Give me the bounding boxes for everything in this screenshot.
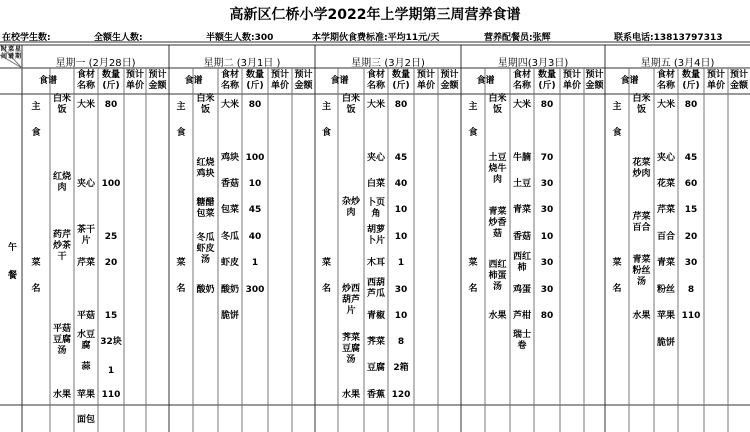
wed-fruit: 水果 <box>341 390 360 400</box>
tue-dish-1-qty-2: 10 <box>248 179 262 189</box>
wed-dish-2: 炒西葫芦片 <box>341 284 360 316</box>
wed-col-ingredient: 食材名称 <box>366 70 385 91</box>
mon-extra-ing: 面包 <box>76 415 95 425</box>
wed-label-staple-2: 食 <box>321 128 331 138</box>
page-title: 高新区仁桥小学2022年上学期第三周营养食谱 <box>229 7 521 23</box>
wed-dish-1-qty-5: 1 <box>397 258 405 268</box>
fri-label-staple-1: 主 <box>612 102 622 112</box>
tue-label-staple-2: 食 <box>176 128 186 138</box>
thu-col-amount: 预计金额 <box>585 70 604 91</box>
thu-label-dish-2: 名 <box>468 284 478 294</box>
wed-dish-1-qty-3: 10 <box>394 205 408 215</box>
day-header-mon: 星期一 (2月28日) <box>55 58 136 69</box>
thu-dish-1: 土豆烧牛肉 <box>488 153 507 185</box>
thu-dish-2-qty-1: 30 <box>540 205 554 215</box>
tue-col-ingredient: 食材名称 <box>220 70 239 91</box>
fri-dish-3-qty-2: 8 <box>687 285 695 295</box>
fri-fruit-qty: 110 <box>681 311 701 321</box>
tue-col-price: 预计单价 <box>270 70 289 91</box>
tue-dish-3-ing-2: 虾皮 <box>220 258 239 268</box>
fri-col-amount: 预计金额 <box>729 70 748 91</box>
wed-staple: 白米饭 <box>341 94 360 115</box>
thu-fruit: 水果 <box>488 311 507 321</box>
wed-col-amount: 预计金额 <box>440 70 459 91</box>
thu-col-menu: 食谱 <box>476 76 495 86</box>
mon-fruit-qty: 110 <box>101 390 121 400</box>
fri-staple: 白米饭 <box>632 94 651 115</box>
day-header-fri: 星期五 (3月4日) <box>640 58 715 69</box>
thu-dish-3-ing-2: 鸡蛋 <box>512 285 531 295</box>
thu-dish-3: 西红柿蛋汤 <box>488 260 507 292</box>
fri-dish-3-qty-1: 30 <box>684 258 698 268</box>
mon-dish-2-qty-1: 25 <box>104 232 118 242</box>
wed-dish-3: 荠菜豆腐汤 <box>341 333 360 365</box>
fri-dish-1: 花菜炒肉 <box>632 158 651 179</box>
wed-dish-2-ing-2: 青椒 <box>366 311 385 321</box>
thu-dish-2-ing-2: 香菇 <box>512 232 531 242</box>
wed-staple-qty: 80 <box>394 100 408 110</box>
wed-col-price: 预计单价 <box>416 70 435 91</box>
fri-col-ingredient: 食材名称 <box>656 70 675 91</box>
fri-dish-3-ing-2: 粉丝 <box>656 285 675 295</box>
tue-dish-4-ing: 酸奶 <box>220 285 239 295</box>
tue-dish-1-qty-1: 100 <box>245 153 265 163</box>
tue-dish-3-qty-1: 40 <box>248 232 262 242</box>
wed-label-dish-1: 菜 <box>321 258 331 268</box>
mon-dish-1-qty: 100 <box>101 179 121 189</box>
mon-staple: 白米饭 <box>52 94 71 115</box>
mon-col-qty: 数量(斤) <box>101 70 120 91</box>
wed-dish-3-ing-2: 豆腐 <box>366 363 385 373</box>
mon-fruit: 水果 <box>52 390 71 400</box>
fri-dish-1-qty-1: 45 <box>684 153 698 163</box>
thu-dish-2: 青菜炒香菇 <box>488 207 507 239</box>
wed-dish-3-ing-1: 荠菜 <box>366 337 385 347</box>
mon-dish-3-qty-1: 15 <box>104 311 118 321</box>
wed-dish-1-qty-1: 45 <box>394 153 408 163</box>
boarders-count: 全额生人数: <box>94 33 143 43</box>
tue-staple: 白米饭 <box>196 94 215 115</box>
mon-label-dish-1: 菜 <box>31 258 41 268</box>
day-header-tue: 星期二 (3月1日 ) <box>203 58 281 69</box>
mon-dish-3-qty-2: 32块 <box>100 337 122 347</box>
mon-dish-3-ing-2: 水豆腐 <box>76 330 95 351</box>
tue-col-menu: 食谱 <box>184 76 203 86</box>
fri-label-dish-1: 菜 <box>612 258 622 268</box>
wed-dish-2-qty-2: 10 <box>394 311 408 321</box>
tue-staple-qty: 80 <box>248 100 262 110</box>
thu-dish-1-ing-1: 牛腩 <box>512 153 531 163</box>
fri-extra-ing: 脆饼 <box>656 338 675 348</box>
wed-dish-1-ing-3: 卜页角 <box>366 198 385 219</box>
tue-dish-3: 冬瓜虾皮汤 <box>196 233 215 265</box>
thu-label-staple-1: 主 <box>468 102 478 112</box>
thu-dish-3-qty-1: 30 <box>540 258 554 268</box>
wed-dish-1-qty-4: 10 <box>394 232 408 242</box>
fri-fruit: 水果 <box>632 311 651 321</box>
contact-phone: 联系电话:13813797313 <box>614 33 723 43</box>
tue-label-staple-1: 主 <box>176 102 186 112</box>
wed-dish-1: 杂炒肉 <box>341 197 360 218</box>
fri-dish-3: 青菜粉丝汤 <box>632 255 651 287</box>
fri-col-price: 预计单价 <box>706 70 725 91</box>
students-count: 在校学生数: <box>2 33 51 43</box>
tue-col-qty: 数量(斤) <box>245 70 264 91</box>
meal-lunch-2: 餐 <box>8 271 18 281</box>
wed-label-staple-1: 主 <box>321 102 331 112</box>
wed-col-qty: 数量(斤) <box>391 70 410 91</box>
fri-staple-ing: 大米 <box>656 100 675 110</box>
fri-dish-1-ing-2: 花菜 <box>656 179 675 189</box>
mon-dish-2: 药芹炒茶干 <box>52 230 71 262</box>
wed-dish-1-ing-2: 白菜 <box>366 179 385 189</box>
tue-dish-1-ing-2: 香菇 <box>220 179 239 189</box>
thu-label-dish-1: 菜 <box>468 258 478 268</box>
fri-dish-1-ing-1: 夹心 <box>656 153 675 163</box>
day-header-thu: 星期四(3月3日) <box>497 58 569 69</box>
fri-dish-2-ing-1: 芹菜 <box>656 205 675 215</box>
fri-fruit-ing: 苹果 <box>656 311 675 321</box>
fri-dish-2-qty-1: 15 <box>684 205 698 215</box>
mon-staple-ing: 大米 <box>76 100 95 110</box>
thu-extra-ing: 瑞士卷 <box>512 330 531 351</box>
wed-dish-3-qty-2: 2箱 <box>393 363 409 373</box>
mon-dish-3-ing-3: 蒜 <box>81 362 91 372</box>
wed-staple-ing: 大米 <box>366 100 385 110</box>
fri-dish-1-qty-2: 60 <box>684 179 698 189</box>
wed-dish-2-ing-1: 西葫芦瓜 <box>366 278 385 299</box>
fri-dish-2: 芹菜百合 <box>632 212 651 233</box>
fri-label-staple-2: 食 <box>612 128 622 138</box>
tue-dish-4-qty: 300 <box>245 285 265 295</box>
tue-dish-1-ing-1: 鸡块 <box>220 153 239 163</box>
thu-dish-1-qty-1: 70 <box>540 153 554 163</box>
tue-dish-3-ing-1: 冬瓜 <box>220 232 239 242</box>
fri-col-qty: 数量(斤) <box>681 70 700 91</box>
mon-staple-qty: 80 <box>104 100 118 110</box>
tue-staple-ing: 大米 <box>220 100 239 110</box>
tue-label-dish-1: 菜 <box>176 258 186 268</box>
corner-weekday: 星期 <box>15 46 22 60</box>
tue-dish-1: 红烧鸡块 <box>196 158 215 179</box>
mon-dish-2-ing-2: 芹菜 <box>76 258 95 268</box>
thu-fruit-ing: 芦柑 <box>512 311 531 321</box>
fri-label-dish-2: 名 <box>612 284 622 294</box>
thu-staple-qty: 80 <box>540 100 554 110</box>
wed-dish-1-ing-5: 木耳 <box>366 258 385 268</box>
thu-label-staple-2: 食 <box>468 128 478 138</box>
thu-col-price: 预计单价 <box>562 70 581 91</box>
wed-fruit-qty: 120 <box>391 390 411 400</box>
wed-dish-1-ing-4: 胡萝卜片 <box>366 225 385 246</box>
mon-fruit-ing: 苹果 <box>76 390 95 400</box>
tue-dish-5-ing: 脆饼 <box>220 311 239 321</box>
tue-col-amount: 预计金额 <box>294 70 313 91</box>
tue-dish-2-ing: 包菜 <box>220 205 239 215</box>
mon-dish-1: 红烧肉 <box>52 172 71 193</box>
mon-label-staple-2: 食 <box>31 128 41 138</box>
wed-dish-3-qty-1: 8 <box>397 337 405 347</box>
mon-label-staple-1: 主 <box>31 102 41 112</box>
mon-col-amount: 预计金额 <box>148 70 167 91</box>
thu-fruit-qty: 80 <box>540 311 554 321</box>
half-count: 半额生人数:300 <box>206 33 274 43</box>
tue-label-dish-2: 名 <box>176 284 186 294</box>
wed-col-menu: 食谱 <box>330 76 349 86</box>
fri-dish-2-ing-2: 百合 <box>656 232 675 242</box>
fri-dish-3-ing-1: 青菜 <box>656 258 675 268</box>
corner-time: 时间 <box>1 46 8 60</box>
thu-dish-3-qty-2: 30 <box>540 285 554 295</box>
tue-dish-2-qty: 45 <box>248 205 262 215</box>
tue-dish-4: 酸奶 <box>196 285 215 295</box>
nutritionist: 营养配餐员:张辉 <box>484 33 551 43</box>
tue-dish-2: 糖醋包菜 <box>196 198 215 219</box>
thu-dish-1-qty-2: 30 <box>540 179 554 189</box>
mon-dish-2-qty-2: 20 <box>104 258 118 268</box>
mon-dish-3: 平菇豆腐汤 <box>52 324 71 356</box>
thu-dish-2-qty-2: 10 <box>540 232 554 242</box>
fee-standard: 本学期伙食费标准:平均11元/天 <box>312 33 440 43</box>
fri-staple-qty: 80 <box>684 100 698 110</box>
thu-col-qty: 数量(斤) <box>537 70 556 91</box>
wed-dish-1-qty-2: 40 <box>394 179 408 189</box>
corner-menu: 菜谱 <box>8 46 15 60</box>
thu-staple-ing: 大米 <box>512 100 531 110</box>
mon-label-dish-2: 名 <box>31 284 41 294</box>
thu-col-ingredient: 食材名称 <box>512 70 531 91</box>
wed-dish-2-qty-1: 30 <box>394 285 408 295</box>
thu-dish-3-ing-1: 西红柿 <box>512 252 531 273</box>
tue-dish-3-qty-2: 1 <box>251 258 259 268</box>
wed-dish-1-ing-1: 夹心 <box>366 153 385 163</box>
thu-dish-1-ing-2: 土豆 <box>512 179 531 189</box>
day-header-wed: 星期三 (3月2日) <box>351 58 425 69</box>
mon-dish-2-ing-1: 茶干片 <box>76 225 95 246</box>
wed-fruit-ing: 香蕉 <box>366 390 385 400</box>
thu-staple: 白米饭 <box>488 94 507 115</box>
fri-col-menu: 食谱 <box>620 76 639 86</box>
mon-col-ingredient: 食材名称 <box>76 70 95 91</box>
mon-dish-3-qty-3: 1 <box>107 366 115 376</box>
thu-dish-2-ing-1: 青菜 <box>512 205 531 215</box>
mon-col-price: 预计单价 <box>125 70 144 91</box>
fri-dish-2-qty-2: 20 <box>684 232 698 242</box>
wed-label-dish-2: 名 <box>321 284 331 294</box>
meal-lunch-1: 午 <box>8 243 18 253</box>
mon-dish-3-ing-1: 平菇 <box>76 311 95 321</box>
mon-col-menu: 食谱 <box>38 76 57 86</box>
mon-dish-1-ing: 夹心 <box>76 179 95 189</box>
